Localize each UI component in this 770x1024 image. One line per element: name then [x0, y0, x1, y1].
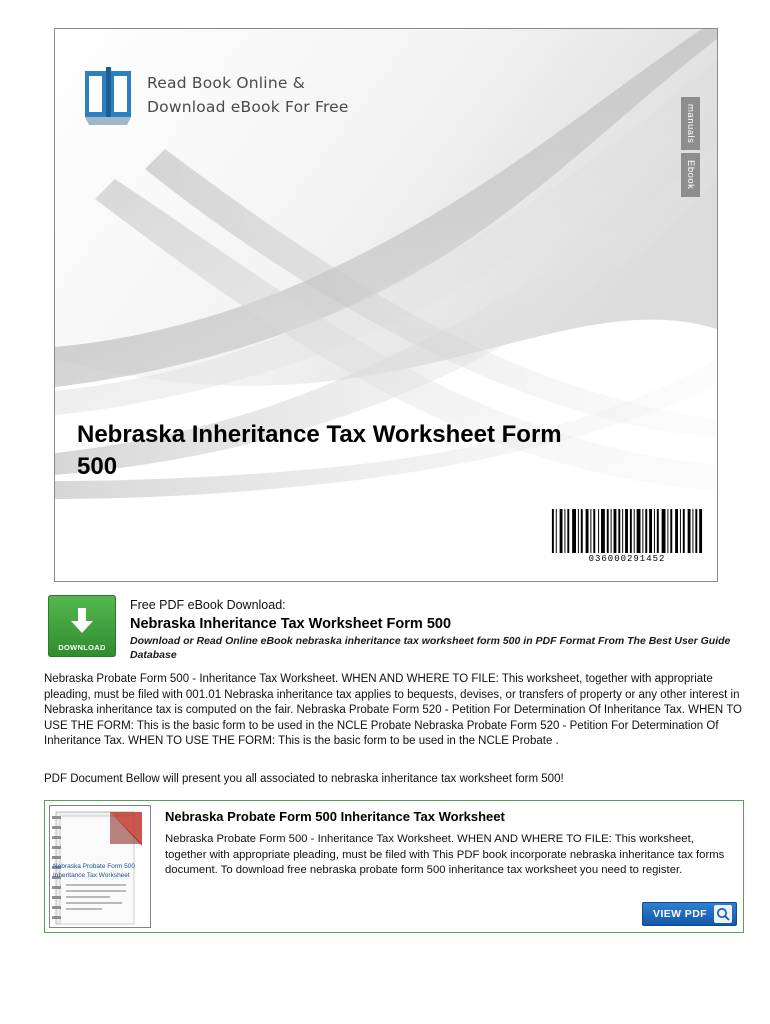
thumbnail-caption: Nebraska Probate Form 500 Inheritance Tax Worksheet: [53, 863, 136, 879]
download-note: Download or Read Online eBook nebraska inheritance tax worksheet form 500 in PDF Format From The Best User Guide Database: [130, 635, 731, 661]
view-pdf-button[interactable]: [642, 902, 737, 926]
ebook-cover: [54, 28, 718, 582]
download-strip: [48, 595, 738, 662]
result-title[interactable]: Nebraska Probate Form 500 Inheritance Tax Worksheet: [165, 809, 505, 824]
side-tab-manuals: manuals: [681, 97, 700, 150]
download-button-label: DOWNLOAD: [58, 643, 106, 652]
result-body: [155, 801, 743, 932]
logo-line-2: Download eBook For Free: [147, 98, 349, 117]
download-text-block: [130, 595, 738, 662]
description-paragraph: Nebraska Probate Form 500 - Inheritance Tax Worksheet. WHEN AND WHERE TO FILE: This worksheet, together with appropriate pleading, must be filed with 001.01 Nebraska inheritance tax applies to bequests, devises, or transfers of property or any other interest in Nebraska inheritance tax is computed on the fair. Nebraska Probate Form 520 - Petition For Determination Of Inheritance Tax. WHEN TO USE THE FORM: This is the basic form to be used in the NCLE Probate Nebraska Probate Form 520 - Petition For Determination Of Inheritance Tax. WHEN TO USE THE FORM: This is the basic form to be used in the NCLE Probate .: [44, 673, 742, 747]
logo-line-1: Read Book Online &: [147, 74, 305, 92]
download-arrow-icon: [65, 604, 99, 643]
cover-side-tabs: [681, 97, 703, 197]
result-card[interactable]: [44, 800, 744, 933]
download-title: Nebraska Inheritance Tax Worksheet Form 500: [130, 616, 452, 632]
barcode: [547, 507, 707, 569]
cover-title: Nebraska Inheritance Tax Worksheet Form 500: [77, 421, 562, 480]
document-thumbnail[interactable]: [49, 805, 151, 928]
open-book-icon: [83, 67, 135, 129]
magnifier-icon: [714, 905, 732, 923]
download-button[interactable]: [48, 595, 116, 657]
site-logo: [83, 67, 349, 129]
site-logo-text: [147, 67, 349, 119]
view-pdf-label: VIEW PDF: [653, 908, 707, 920]
barcode-digits: 036000291452: [588, 554, 666, 564]
side-tab-ebook: Ebook: [681, 153, 700, 196]
notice-paragraph: PDF Document Bellow will present you all associated to nebraska inheritance tax worksheet form 500!: [44, 773, 564, 785]
download-subtitle: Free PDF eBook Download:: [130, 598, 286, 612]
result-description: Nebraska Probate Form 500 - Inheritance Tax Worksheet. WHEN AND WHERE TO FILE: This worksheet, together with appropriate pleading, must be filed with This PDF book incorporate nebraska inheritance tax forms document. To download free nebraska probate form 500 inheritance tax worksheet you need to register.: [165, 833, 725, 876]
